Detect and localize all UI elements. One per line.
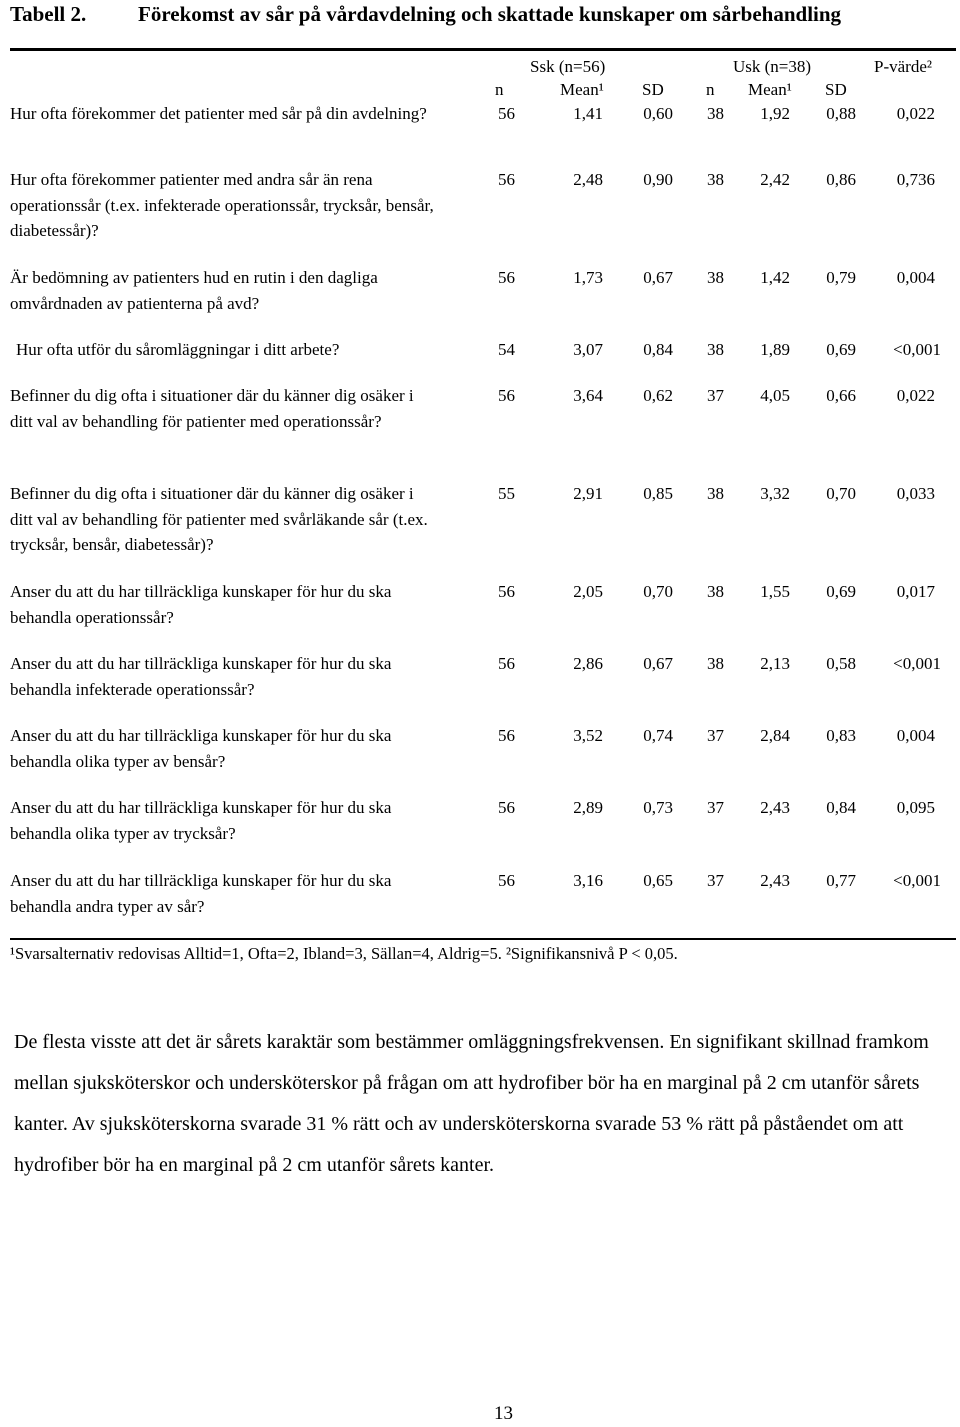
table-row-question: Hur ofta förekommer patienter med andra sår än rena operationssår (t.ex. infekterade operationssår, trycksår, bensår, diabetessår)?	[10, 170, 434, 240]
cell-ssk-sd: 0,65	[643, 871, 673, 890]
subheader-usk-n: n	[706, 80, 715, 99]
cell-ssk-n: 56	[498, 582, 515, 601]
cell-ssk-sd: 0,90	[643, 170, 673, 189]
cell-usk-sd: 0,58	[826, 654, 856, 673]
cell-pvalue: <0,001	[893, 871, 941, 890]
cell-pvalue: <0,001	[893, 654, 941, 673]
table-row-question: Befinner du dig ofta i situationer där du känner dig osäker i ditt val av behandling för patienter med svårläkande sår (t.ex. trycksår, bensår, diabetessår)?	[10, 484, 428, 554]
cell-usk-mean: 1,92	[760, 104, 790, 123]
cell-usk-n: 38	[707, 340, 724, 359]
cell-ssk-mean: 3,16	[573, 871, 603, 890]
header-pvalue: P-värde²	[874, 57, 932, 76]
cell-usk-mean: 2,13	[760, 654, 790, 673]
cell-usk-mean: 2,43	[760, 871, 790, 890]
subheader-usk-sd: SD	[825, 80, 847, 99]
cell-ssk-sd: 0,84	[643, 340, 673, 359]
cell-ssk-sd: 0,74	[643, 726, 673, 745]
cell-usk-mean: 2,42	[760, 170, 790, 189]
cell-ssk-sd: 0,73	[643, 798, 673, 817]
cell-ssk-mean: 3,52	[573, 726, 603, 745]
cell-usk-sd: 0,79	[826, 268, 856, 287]
table-row-question: Hur ofta förekommer det patienter med sår på din avdelning?	[10, 104, 427, 123]
cell-usk-n: 37	[707, 726, 724, 745]
body-paragraph: De flesta visste att det är sårets karaktär som bestämmer omläggningsfrekvensen. En signifikant skillnad framkom mellan sjuksköterskor och undersköterskor på frågan om att hydrofiber bör ha en marginal på 2 cm utanför sårets kanter. Av sjuksköterskorna svarade 31 % rätt och av undersköterskorna svarade 53 % rätt på påståendet om att hydrofiber bör ha en marginal på 2 cm utanför sårets kanter.	[14, 1031, 929, 1176]
table-row-question: Hur ofta utför du såromläggningar i ditt arbete?	[16, 340, 340, 359]
cell-usk-sd: 0,66	[826, 386, 856, 405]
cell-usk-n: 37	[707, 798, 724, 817]
cell-ssk-n: 56	[498, 386, 515, 405]
cell-usk-n: 37	[707, 871, 724, 890]
cell-ssk-mean: 3,07	[573, 340, 603, 359]
cell-ssk-n: 56	[498, 268, 515, 287]
cell-pvalue: 0,017	[896, 582, 935, 601]
cell-ssk-mean: 1,73	[573, 268, 603, 287]
header-usk: Usk (n=38)	[733, 57, 812, 76]
cell-pvalue: 0,095	[896, 798, 935, 817]
table-caption: Förekomst av sår på vårdavdelning och skattade kunskaper om sårbehandling	[138, 2, 842, 26]
table-footnote: ¹Svarsalternativ redovisas Alltid=1, Ofta=2, Ibland=3, Sällan=4, Aldrig=5. ²Signifikansnivå P < 0,05.	[10, 944, 678, 963]
cell-usk-sd: 0,86	[826, 170, 856, 189]
cell-usk-mean: 1,42	[760, 268, 790, 287]
cell-pvalue: 0,004	[896, 726, 935, 745]
table-row-question: Befinner du dig ofta i situationer där du känner dig osäker i ditt val av behandling för patienter med operationssår?	[10, 386, 414, 431]
subheader-ssk-mean: Mean¹	[560, 80, 604, 99]
cell-ssk-sd: 0,67	[643, 654, 673, 673]
cell-pvalue: 0,022	[896, 104, 935, 123]
cell-usk-n: 38	[707, 268, 724, 287]
table-row-question: Anser du att du har tillräckliga kunskaper för hur du ska behandla andra typer av sår?	[10, 871, 392, 916]
cell-usk-mean: 2,84	[760, 726, 790, 745]
cell-ssk-n: 55	[498, 484, 515, 503]
subheader-usk-mean: Mean¹	[748, 80, 792, 99]
table-row-question: Anser du att du har tillräckliga kunskaper för hur du ska behandla olika typer av trycksår?	[10, 798, 392, 843]
header-ssk: Ssk (n=56)	[530, 57, 606, 76]
table-number: Tabell 2.	[10, 2, 87, 26]
cell-ssk-n: 54	[498, 340, 515, 359]
subheader-ssk-n: n	[495, 80, 504, 99]
cell-ssk-mean: 2,89	[573, 798, 603, 817]
cell-usk-mean: 1,55	[760, 582, 790, 601]
cell-usk-n: 38	[707, 654, 724, 673]
cell-usk-n: 38	[707, 582, 724, 601]
cell-ssk-n: 56	[498, 654, 515, 673]
cell-ssk-mean: 1,41	[573, 104, 603, 123]
cell-usk-n: 38	[707, 170, 724, 189]
cell-ssk-mean: 3,64	[573, 386, 603, 405]
cell-pvalue: 0,022	[896, 386, 935, 405]
cell-usk-n: 37	[707, 386, 724, 405]
cell-pvalue: 0,004	[896, 268, 935, 287]
table-top-rule	[10, 48, 956, 51]
cell-ssk-n: 56	[498, 726, 515, 745]
cell-usk-mean: 1,89	[760, 340, 790, 359]
table-row-question: Anser du att du har tillräckliga kunskaper för hur du ska behandla operationssår?	[10, 582, 392, 627]
cell-usk-sd: 0,69	[826, 340, 856, 359]
cell-ssk-n: 56	[498, 170, 515, 189]
cell-ssk-mean: 2,05	[573, 582, 603, 601]
table-row-question: Anser du att du har tillräckliga kunskaper för hur du ska behandla olika typer av bensår?	[10, 726, 392, 771]
cell-ssk-sd: 0,67	[643, 268, 673, 287]
cell-usk-mean: 3,32	[760, 484, 790, 503]
cell-ssk-sd: 0,60	[643, 104, 673, 123]
cell-usk-sd: 0,77	[826, 871, 856, 890]
cell-ssk-n: 56	[498, 871, 515, 890]
table-row-question: Är bedömning av patienters hud en rutin i den dagliga omvårdnaden av patienterna på avd?	[10, 268, 378, 313]
cell-usk-mean: 4,05	[760, 386, 790, 405]
cell-ssk-mean: 2,91	[573, 484, 603, 503]
cell-pvalue: <0,001	[893, 340, 941, 359]
cell-ssk-mean: 2,86	[573, 654, 603, 673]
cell-ssk-sd: 0,62	[643, 386, 673, 405]
cell-ssk-sd: 0,70	[643, 582, 673, 601]
cell-usk-sd: 0,84	[826, 798, 856, 817]
cell-usk-n: 38	[707, 104, 724, 123]
cell-usk-sd: 0,69	[826, 582, 856, 601]
cell-ssk-mean: 2,48	[573, 170, 603, 189]
cell-ssk-sd: 0,85	[643, 484, 673, 503]
page-number: 13	[494, 1403, 513, 1424]
table-bottom-rule	[10, 938, 956, 940]
table-row-question: Anser du att du har tillräckliga kunskaper för hur du ska behandla infekterade operationssår?	[10, 654, 392, 699]
cell-usk-sd: 0,88	[826, 104, 856, 123]
cell-usk-sd: 0,70	[826, 484, 856, 503]
cell-pvalue: 0,033	[896, 484, 935, 503]
cell-usk-mean: 2,43	[760, 798, 790, 817]
cell-ssk-n: 56	[498, 104, 515, 123]
cell-ssk-n: 56	[498, 798, 515, 817]
cell-pvalue: 0,736	[896, 170, 935, 189]
subheader-ssk-sd: SD	[642, 80, 664, 99]
cell-usk-sd: 0,83	[826, 726, 856, 745]
cell-usk-n: 38	[707, 484, 724, 503]
